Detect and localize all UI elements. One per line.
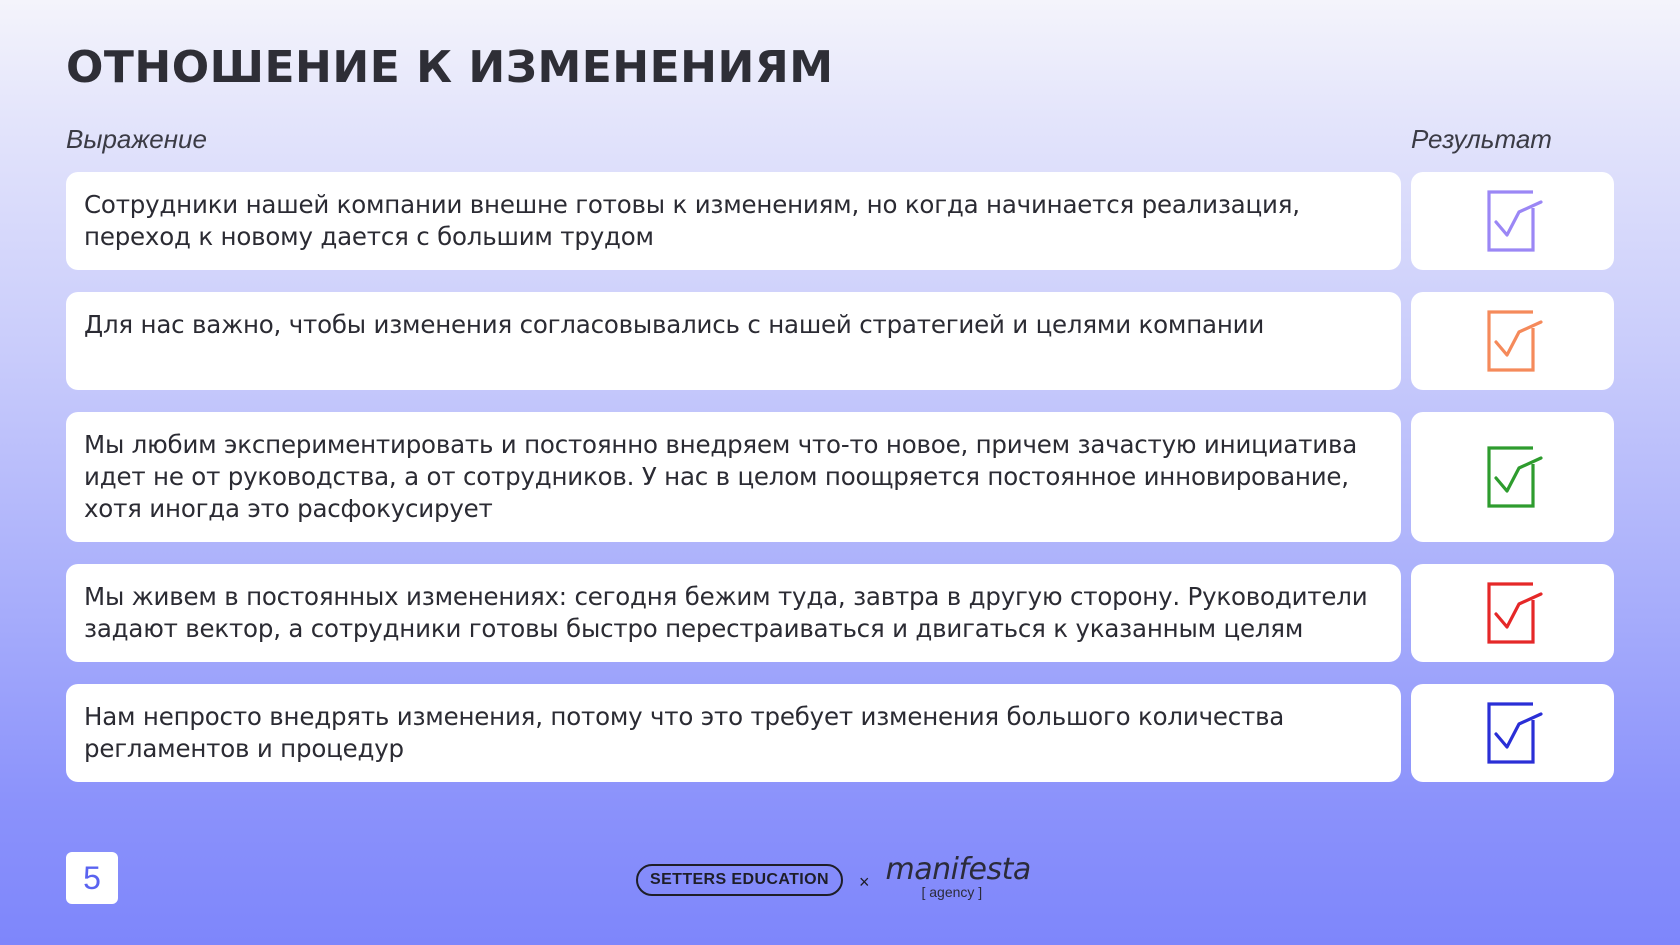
- result-cell[interactable]: [1411, 684, 1614, 782]
- checkbox-checked-icon[interactable]: [1481, 308, 1545, 374]
- result-cell[interactable]: [1411, 172, 1614, 270]
- statement-text: Мы любим экспериментировать и постоянно внедряем что-то новое, причем зачастую инициатива идет не от руководства, а от сотрудников. У нас в целом поощряется постоянное инновирование, хотя иногда это расфокусирует: [66, 412, 1401, 542]
- statement-text: Для нас важно, чтобы изменения согласовывались с нашей стратегией и целями компании: [66, 292, 1401, 390]
- setters-education-logo: SETTERS EDUCATION: [636, 864, 843, 896]
- result-cell[interactable]: [1411, 564, 1614, 662]
- statement-row: [66, 564, 1614, 662]
- statement-row: [66, 684, 1614, 782]
- statement-row: [66, 172, 1614, 270]
- page-title: ОТНОШЕНИЕ К ИЗМЕНЕНИЯМ: [66, 42, 834, 93]
- manifesta-agency-label: [ agency ]: [921, 884, 983, 900]
- column-header-result: Результат: [1411, 124, 1552, 154]
- statement-text: Мы живем в постоянных изменениях: сегодня бежим туда, завтра в другую сторону. Руководители задают вектор, а сотрудники готовы быстро перестраиваться и двигаться к указанным целям: [66, 564, 1401, 662]
- manifesta-logo: [885, 852, 1031, 902]
- result-cell[interactable]: [1411, 412, 1614, 542]
- page-number: 5: [66, 852, 118, 904]
- checkbox-checked-icon[interactable]: [1481, 580, 1545, 646]
- checkbox-checked-icon[interactable]: [1481, 444, 1545, 510]
- statement-row: [66, 412, 1614, 542]
- statement-text: Сотрудники нашей компании внешне готовы к изменениям, но когда начинается реализация, переход к новому дается с большим трудом: [66, 172, 1401, 270]
- footer-logos: [636, 852, 1031, 902]
- checkbox-checked-icon[interactable]: [1481, 700, 1545, 766]
- column-header-expression: Выражение: [66, 124, 207, 154]
- statement-row: [66, 292, 1614, 390]
- checkbox-checked-icon[interactable]: [1481, 188, 1545, 254]
- manifesta-wordmark: manifesta: [885, 852, 1031, 887]
- statement-text: Нам непросто внедрять изменения, потому что это требует изменения большого количества регламентов и процедур: [66, 684, 1401, 782]
- result-cell[interactable]: [1411, 292, 1614, 390]
- logo-separator: ×: [858, 871, 870, 892]
- statements-list: [66, 172, 1614, 804]
